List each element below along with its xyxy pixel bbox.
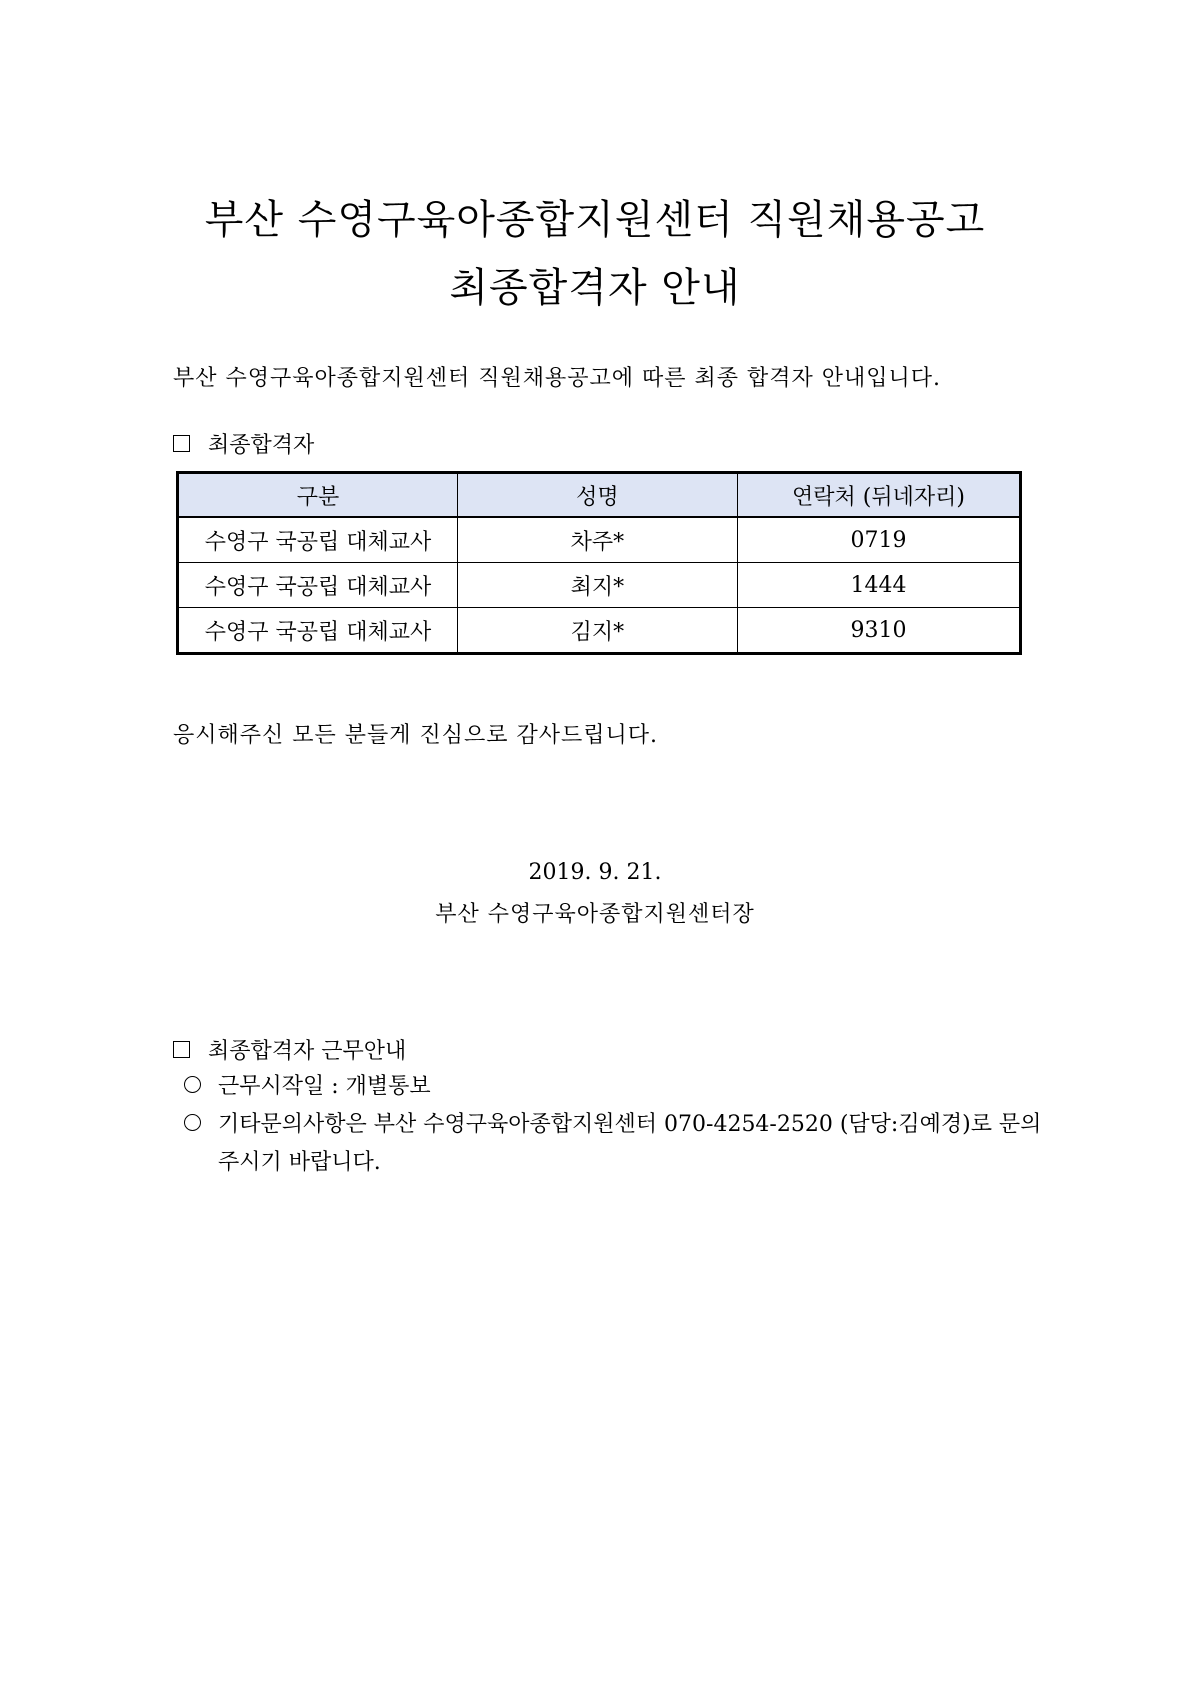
table-row	[178, 608, 1021, 654]
cell-name: 김지*	[457, 608, 737, 654]
table-row	[178, 563, 1021, 608]
circle-bullet-icon	[184, 1114, 201, 1131]
table-header-row	[178, 473, 1021, 518]
results-table	[176, 471, 1022, 655]
cell-name: 최지*	[457, 563, 737, 608]
list-item-continuation: 주시기 바랍니다.	[218, 1150, 381, 1175]
checkbox-square-icon	[173, 1041, 190, 1058]
column-header-category: 구분	[178, 473, 458, 518]
column-header-name: 성명	[457, 473, 737, 518]
list-item-text: 기타문의사항은 부산 수영구육아종합지원센터 070-4254-2520 (담당:김예경)로 문의	[218, 1112, 1042, 1137]
cell-contact: 9310	[737, 608, 1020, 654]
section-work-info	[173, 1034, 406, 1065]
cell-contact: 1444	[737, 563, 1020, 608]
document-title-line-2: 최종합격자 안내	[449, 265, 741, 311]
cell-name: 차주*	[457, 517, 737, 563]
cell-category: 수영구 국공립 대체교사	[178, 563, 458, 608]
list-item-text: 근무시작일 : 개별통보	[218, 1074, 431, 1099]
section-final-passers	[173, 428, 314, 459]
signer-name: 부산 수영구육아종합지원센터장	[435, 902, 755, 927]
cell-category: 수영구 국공립 대체교사	[178, 608, 458, 654]
intro-text: 부산 수영구육아종합지원센터 직원채용공고에 따른 최종 합격자 안내입니다.	[173, 366, 942, 391]
column-header-contact: 연락처 (뒤네자리)	[737, 473, 1020, 518]
thanks-text: 응시해주신 모든 분들게 진심으로 감사드립니다.	[173, 723, 659, 748]
section-heading: 최종합격자 근무안내	[208, 1039, 407, 1064]
checkbox-square-icon	[173, 435, 190, 452]
table-row	[178, 517, 1021, 563]
list-item	[184, 1069, 431, 1100]
document-title-line-1: 부산 수영구육아종합지원센터 직원채용공고	[204, 197, 986, 243]
section-heading: 최종합격자	[208, 433, 315, 458]
cell-contact: 0719	[737, 517, 1020, 563]
list-item	[184, 1107, 1041, 1138]
issue-date: 2019. 9. 21.	[528, 860, 662, 885]
cell-category: 수영구 국공립 대체교사	[178, 517, 458, 563]
circle-bullet-icon	[184, 1076, 201, 1093]
